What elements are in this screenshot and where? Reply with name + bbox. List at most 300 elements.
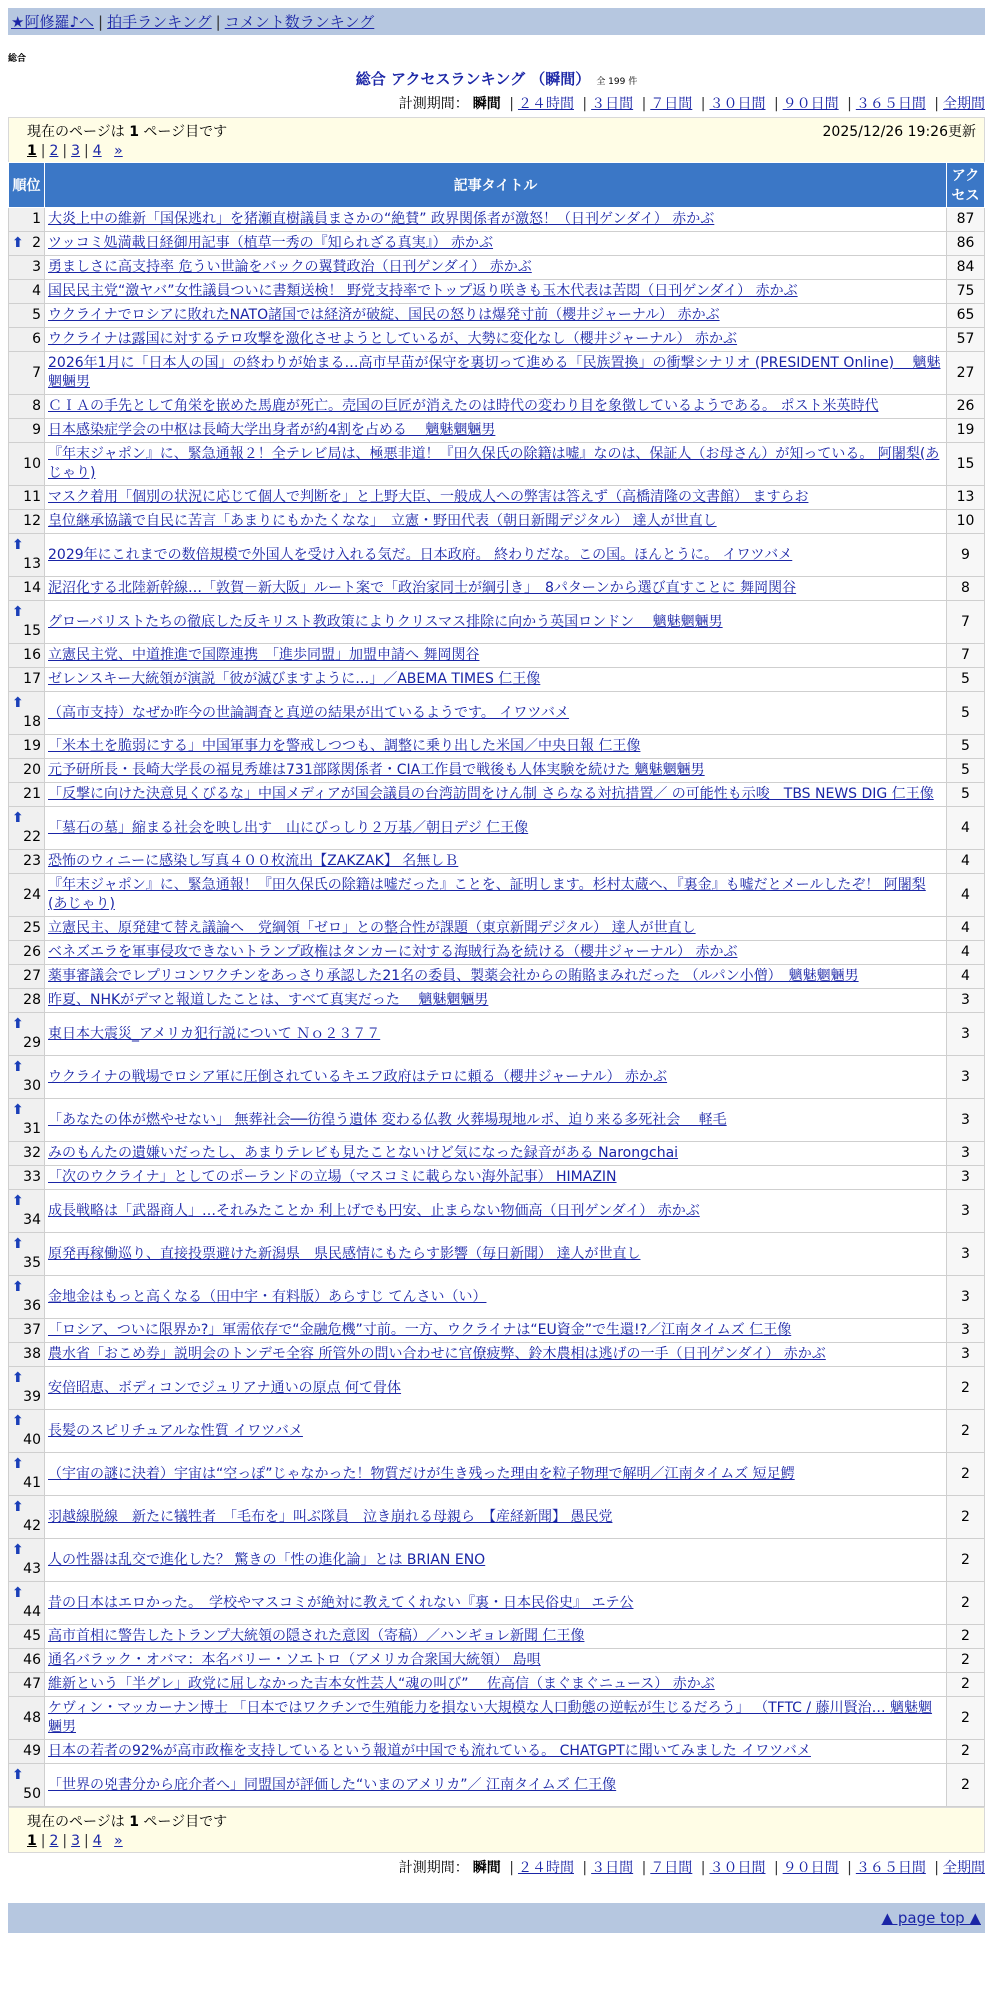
table-row: [9, 208, 985, 232]
table-row: [9, 989, 985, 1013]
period-link-30d[interactable]: ３０日間: [709, 96, 766, 112]
rank-cell: [9, 807, 45, 850]
period-link-24h[interactable]: ２４時間: [517, 96, 574, 112]
rank-number: 20: [23, 762, 41, 778]
table-row: [9, 807, 985, 850]
rank-cell: [9, 1319, 45, 1343]
table-row: [9, 1276, 985, 1319]
article-link[interactable]: 日本の若者の92%が高市政権を支持しているという報道が中国でも流れている。 CHATGPTに聞いてみました イワツバメ: [48, 1743, 811, 1759]
access-count: 26: [947, 395, 985, 419]
page-link-2[interactable]: 2: [49, 1833, 59, 1849]
table-row: [9, 280, 985, 304]
table-row: [9, 668, 985, 692]
access-count: 3: [947, 1343, 985, 1367]
title-cell: [45, 783, 947, 807]
access-count: 2: [947, 1697, 985, 1740]
rank-number: 33: [23, 1169, 41, 1185]
header-access: アクセス: [947, 163, 985, 208]
article-link[interactable]: 皇位継承協議で自民に苦言「あまりにもかたくなな」 立憲・野田代表（朝日新聞デジタル） 達人が世直し: [48, 513, 717, 529]
table-row: [9, 965, 985, 989]
rank-number: 46: [23, 1652, 41, 1668]
rank-number: 25: [23, 920, 41, 936]
access-count: 5: [947, 783, 985, 807]
table-row: [9, 1166, 985, 1190]
table-row: [9, 941, 985, 965]
article-link[interactable]: ウクライナは露国に対するテロ攻撃を激化させようとしているが、大勢に変化なし（櫻井ジャーナル） 赤かぶ: [48, 331, 738, 347]
title-cell: [45, 1166, 947, 1190]
article-link[interactable]: 成長戦略は「武器商人」…それみたことか 利上げでも円安、止まらない物価高（日刊ゲンダイ） 赤かぶ: [48, 1202, 700, 1219]
title-cell: [45, 1142, 947, 1166]
access-count: 13: [947, 486, 985, 510]
title-cell: [45, 1190, 947, 1233]
access-count: 2: [947, 1649, 985, 1673]
title-cell: [45, 1367, 947, 1410]
article-link[interactable]: 薬事審議会でレプリコンワクチンをあっさり承認した21名の委員、製薬会社からの賄賂まみれだった （ルパン小僧） 魑魅魍魎男: [48, 968, 859, 984]
access-count: 2: [947, 1539, 985, 1582]
rank-number: 10: [23, 455, 41, 472]
period-link-365d[interactable]: ３６５日間: [855, 1860, 926, 1876]
table-row: [9, 1142, 985, 1166]
rank-cell: [9, 1410, 45, 1453]
period-link-3d[interactable]: ３日間: [591, 96, 634, 112]
access-count: 3: [947, 1190, 985, 1233]
title-cell: [45, 1697, 947, 1740]
rank-number: 22: [23, 829, 41, 845]
access-count: 27: [947, 352, 985, 395]
table-row: [9, 601, 985, 644]
page-top-link[interactable]: ▲ page top ▲: [881, 1909, 981, 1927]
page-link-2[interactable]: 2: [49, 143, 59, 159]
rank-number: 48: [23, 1709, 41, 1726]
rank-number: 1: [32, 211, 41, 227]
access-count: 3: [947, 1056, 985, 1099]
rank-number: 14: [23, 580, 41, 596]
title-cell: [45, 1539, 947, 1582]
rank-up-arrow-icon: ⬆: [12, 1370, 24, 1386]
rank-cell: [9, 989, 45, 1013]
rank-cell: [9, 1056, 45, 1099]
rank-cell: [9, 256, 45, 280]
rank-number: 18: [23, 714, 41, 730]
table-row: [9, 1190, 985, 1233]
rank-cell: [9, 1142, 45, 1166]
table-row: [9, 1649, 985, 1673]
period-link-30d[interactable]: ３０日間: [709, 1860, 766, 1876]
rank-number: 19: [23, 738, 41, 754]
title-cell: [45, 1582, 947, 1625]
rank-cell: [9, 1625, 45, 1649]
access-count: 5: [947, 759, 985, 783]
access-count: 3: [947, 1276, 985, 1319]
page-next[interactable]: »: [114, 1833, 123, 1849]
period-label: 計測期間：: [398, 96, 469, 112]
period-link-7d[interactable]: ７日間: [650, 1860, 693, 1876]
title-cell: [45, 1410, 947, 1453]
rank-cell: [9, 759, 45, 783]
rank-cell: [9, 1453, 45, 1496]
rank-number: 12: [23, 513, 41, 529]
page-current: 1: [27, 143, 37, 159]
access-count: 2: [947, 1673, 985, 1697]
page-link-4[interactable]: 4: [92, 143, 102, 159]
period-link-all[interactable]: 全期間: [943, 1860, 985, 1876]
article-link[interactable]: 維新という「半グレ」政党に屈しなかった吉本女性芸人“魂の叫び” 佐高信（まぐまぐニュース） 赤かぶ: [48, 1676, 715, 1692]
title-cell: [45, 692, 947, 735]
rank-cell: [9, 486, 45, 510]
rank-number: 5: [32, 307, 41, 323]
access-count: 4: [947, 874, 985, 917]
rank-up-arrow-icon: ⬆: [12, 1193, 24, 1209]
rank-number: 38: [23, 1346, 41, 1362]
article-link[interactable]: 「ロシア、ついに限界か?」軍需依存で“金融危機”寸前。一方、ウクライナは“EU資金”で生還!?／江南タイムズ 仁王像: [48, 1322, 792, 1338]
updated-time: 2025/12/26 19:26更新: [822, 124, 976, 140]
article-link[interactable]: ＣＩＡの手先として角栄を嵌めた馬鹿が死亡。売国の巨匠が消えたのは時代の変わり目を象徴しているようである。 ポスト米英時代: [48, 398, 879, 414]
page-current: 1: [27, 1833, 37, 1849]
access-count: 10: [947, 510, 985, 534]
rank-number: 30: [23, 1078, 41, 1094]
table-row: [9, 1343, 985, 1367]
rank-number: 31: [23, 1121, 41, 1137]
page-link-3[interactable]: 3: [71, 143, 81, 159]
period-link-365d[interactable]: ３６５日間: [855, 96, 926, 112]
access-count: 65: [947, 304, 985, 328]
access-count: 7: [947, 644, 985, 668]
article-link[interactable]: 安倍昭恵、ボディコンでジュリアナ通いの原点 何て骨体: [48, 1379, 402, 1396]
rank-up-arrow-icon: ⬆: [12, 1279, 24, 1295]
link-applause-ranking[interactable]: 拍手ランキング: [107, 13, 212, 31]
article-link[interactable]: （宇宙の謎に決着）宇宙は“空っぽ”じゃなかった！物質だけが生き残った理由を粒子物理で解明／江南タイムズ 短足鰐: [48, 1465, 795, 1482]
rank-cell: [9, 692, 45, 735]
ranking-rows: [9, 208, 985, 1807]
table-row: [9, 759, 985, 783]
access-count: 3: [947, 1233, 985, 1276]
article-link[interactable]: 高市首相に警告したトランプ大統領の隠された意図（寄稿）／ハンギョレ新聞 仁王像: [48, 1628, 585, 1644]
rank-cell: [9, 208, 45, 232]
current-page-text: 現在のページは 1 ページ目です: [27, 124, 228, 140]
access-count: 84: [947, 256, 985, 280]
title-cell: [45, 1099, 947, 1142]
table-row: [9, 917, 985, 941]
rank-number: 35: [23, 1255, 41, 1271]
access-count: 3: [947, 1166, 985, 1190]
rank-number: 32: [23, 1145, 41, 1161]
rank-cell: [9, 1764, 45, 1807]
article-link[interactable]: 農水省「おこめ券」説明会のトンデモ全容 所管外の問い合わせに官僚疲弊、鈴木農相は逃げの一手（日刊ゲンダイ） 赤かぶ: [48, 1346, 826, 1362]
header-rank: 順位: [9, 163, 45, 208]
article-link[interactable]: 立憲民主党、中道推進で国際連携 「進歩同盟」加盟申請へ 舞岡関谷: [48, 647, 480, 663]
rank-number: 13: [23, 556, 41, 572]
period-nav-bottom: 計測期間： 瞬間 | ２４時間 | ３日間 | ７日間 | ３０日間 | ９０日間 | ３６５日間 | 全期間: [398, 1860, 985, 1876]
title-cell: [45, 759, 947, 783]
period-link-all[interactable]: 全期間: [943, 96, 985, 112]
article-link[interactable]: 人の性器は乱交で進化した？ 驚きの「性の進化論」とは BRIAN ENO: [48, 1551, 486, 1568]
period-link-24h[interactable]: ２４時間: [517, 1860, 574, 1876]
title-cell: [45, 486, 947, 510]
access-count: 4: [947, 941, 985, 965]
table-row: [9, 304, 985, 328]
rank-number: 27: [23, 968, 41, 984]
rank-number: 7: [32, 364, 41, 381]
article-link[interactable]: 「あなたの体が燃やせない」 無葬社会──彷徨う遺体 変わる仏教 火葬場現地ルポ、迫り来る多死社会 軽毛: [48, 1111, 727, 1128]
access-count: 3: [947, 1099, 985, 1142]
article-link[interactable]: 羽越線脱線 新たに犠牲者 「毛布を」叫ぶ隊員 泣き崩れる母親ら 【産経新聞】 愚民党: [48, 1508, 613, 1525]
separator: |: [215, 13, 221, 31]
title-cell: [45, 443, 947, 486]
access-count: 2: [947, 1764, 985, 1807]
page-title-line: [8, 68, 985, 89]
access-count: 5: [947, 692, 985, 735]
access-count: 4: [947, 850, 985, 874]
period-link-3d[interactable]: ３日間: [591, 1860, 634, 1876]
article-link[interactable]: 「米本土を脆弱にする」中国軍事力を警戒しつつも、調整に乗り出した米国／中央日報 仁王像: [48, 738, 641, 754]
title-cell: [45, 1673, 947, 1697]
table-row: [9, 328, 985, 352]
access-count: 2: [947, 1453, 985, 1496]
page-link-3[interactable]: 3: [71, 1833, 81, 1849]
article-link[interactable]: ベネズエラを軍事侵攻できないトランプ政権はタンカーに対する海賊行為を続ける（櫻井ジャーナル） 赤かぶ: [48, 944, 738, 960]
access-count: 3: [947, 1142, 985, 1166]
rank-number: 43: [23, 1561, 41, 1577]
table-row: [9, 1319, 985, 1343]
article-link[interactable]: マスク着用「個別の状況に応じて個人で判断を」と上野大臣、一般成人への弊害は答えず（高橋清隆の文書館） ますらお: [48, 489, 809, 505]
rank-cell: [9, 668, 45, 692]
access-count: 86: [947, 232, 985, 256]
table-row: [9, 1539, 985, 1582]
rank-number: 3: [32, 259, 41, 275]
page-info-top: [8, 117, 985, 162]
rank-cell: [9, 304, 45, 328]
title-cell: [45, 1013, 947, 1056]
access-count: 75: [947, 280, 985, 304]
section-label: 総合: [8, 54, 27, 64]
access-count: 2: [947, 1367, 985, 1410]
table-row: [9, 443, 985, 486]
article-link[interactable]: 泥沼化する北陸新幹線…「敦賀－新大阪」ルート案で「政治家同士が綱引き」 8パターンから選び直すことに 舞岡関谷: [48, 580, 797, 596]
page-title: 総合 アクセスランキング （瞬間）: [355, 70, 591, 88]
title-cell: [45, 941, 947, 965]
title-cell: [45, 965, 947, 989]
article-link[interactable]: 立憲民主、原発建て替え議論へ 党綱領「ゼロ」との整合性が課題（東京新聞デジタル） 達人が世直し: [48, 920, 696, 936]
table-row: [9, 783, 985, 807]
article-link[interactable]: ケヴィン・マッカーナン博士 「日本ではワクチンで生殖能力を損ない大規模な人口動態の逆転が生じるだろう」 （TFTC / 藤川賢治… 魑魅魍魎男: [48, 1700, 933, 1735]
article-link[interactable]: ゼレンスキー大統領が演説「彼が滅びますように…」／ABEMA TIMES 仁王像: [48, 671, 541, 687]
article-link[interactable]: 金地金はもっと高くなる（田中宇・有料版）あらすじ てんさい（い）: [48, 1288, 487, 1305]
title-cell: [45, 510, 947, 534]
access-count: 9: [947, 534, 985, 577]
period-current: 瞬間: [472, 1860, 501, 1876]
article-link[interactable]: 『年末ジャポン』に、緊急通報２！全テレビ局は、極悪非道！『田久保氏の除籍は嘘』なのは、保証人（お母さん）が知っている。 阿闍梨(あじゃり): [48, 446, 940, 481]
table-row: [9, 1740, 985, 1764]
rank-number: 23: [23, 853, 41, 869]
access-count: 2: [947, 1740, 985, 1764]
article-link[interactable]: 「次のウクライナ」としてのポーランドの立場（マスコミに載らない海外記事） HIMAZIN: [48, 1169, 617, 1185]
rank-up-arrow-icon: ⬆: [12, 235, 24, 251]
rank-number: 41: [23, 1475, 41, 1491]
title-cell: [45, 1343, 947, 1367]
total-count: 全 199 件: [596, 77, 638, 87]
rank-up-arrow-icon: ⬆: [12, 1102, 24, 1118]
access-count: 3: [947, 1013, 985, 1056]
footer-bar: [8, 1903, 985, 1933]
article-link[interactable]: 原発再稼働巡り、直接投票避けた新潟県 県民感情にもたらす影響（毎日新聞） 達人が世直し: [48, 1245, 641, 1262]
article-link[interactable]: グローバリストたちの徹底した反キリスト教政策によりクリスマス排除に向かう英国ロンドン 魑魅魍魎男: [48, 613, 723, 630]
title-cell: [45, 917, 947, 941]
rank-up-arrow-icon: ⬆: [12, 695, 24, 711]
article-link[interactable]: みのもんたの遺嫌いだったし、あまりテレビも見たことないけど気になった録音がある Narongchai: [48, 1145, 679, 1161]
title-cell: [45, 304, 947, 328]
access-count: 2: [947, 1625, 985, 1649]
rank-number: 50: [23, 1786, 41, 1802]
rank-cell: [9, 644, 45, 668]
current-page-text: 現在のページは 1 ページ目です: [27, 1814, 228, 1830]
rank-number: 4: [32, 283, 41, 299]
table-row: [9, 735, 985, 759]
rank-number: 28: [23, 992, 41, 1008]
title-cell: [45, 1740, 947, 1764]
title-cell: [45, 419, 947, 443]
rank-number: 11: [23, 489, 41, 505]
rank-number: 16: [23, 647, 41, 663]
table-row: [9, 1625, 985, 1649]
rank-cell: [9, 601, 45, 644]
title-cell: [45, 1649, 947, 1673]
page-next[interactable]: »: [114, 143, 123, 159]
pagination: 1 | 2 | 3 | 4 »: [27, 1833, 123, 1849]
pagination: 1 | 2 | 3 | 4 »: [27, 143, 123, 159]
article-link[interactable]: 長髪のスピリチュアルな性質 イワツバメ: [48, 1422, 303, 1439]
article-link[interactable]: 「反撃に向けた決意見くびるな」中国メディアが国会議員の台湾訪問をけん制 さらなる対抗措置／ の可能性も示唆 TBS NEWS DIG 仁王像: [48, 786, 934, 802]
article-link[interactable]: ウクライナの戦場でロシア軍に圧倒されているキエフ政府はテロに頼る（櫻井ジャーナル） 赤かぶ: [48, 1068, 668, 1085]
access-count: 7: [947, 601, 985, 644]
article-link[interactable]: 元予研所長・長崎大学長の福見秀雄は731部隊関係者・CIA工作員で戦後も人体実験を続けた 魑魅魍魎男: [48, 762, 705, 778]
period-current: 瞬間: [472, 96, 501, 112]
article-link[interactable]: 国民民主党“激ヤバ”女性議員ついに書類送検！ 野党支持率でトップ返り咲きも玉木代表は苦悶（日刊ゲンダイ） 赤かぶ: [48, 283, 798, 299]
article-link[interactable]: ウクライナでロシアに敗れたNATO諸国では経済が破綻、国民の怒りは爆発寸前（櫻井ジャーナル） 赤かぶ: [48, 307, 720, 323]
access-count: 3: [947, 989, 985, 1013]
table-row: [9, 644, 985, 668]
rank-number: 44: [23, 1604, 41, 1620]
rank-cell: [9, 1697, 45, 1740]
title-cell: [45, 328, 947, 352]
article-link[interactable]: 東日本大震災_アメリカ犯行説について Ｎｏ２３７７: [48, 1025, 381, 1042]
title-cell: [45, 874, 947, 917]
title-cell: [45, 232, 947, 256]
title-cell: [45, 1453, 947, 1496]
rank-cell: [9, 850, 45, 874]
table-row: [9, 1233, 985, 1276]
table-row: [9, 1367, 985, 1410]
table-row: [9, 1453, 985, 1496]
article-link[interactable]: 大炎上中の維新「国保逃れ」を猪瀬直樹議員まさかの“絶賛” 政界関係者が激怒！（日刊ゲンダイ） 赤かぶ: [48, 211, 715, 227]
article-link[interactable]: 「世界の兇書分から庇介者へ」同盟国が評価した“いまのアメリカ”／ 江南タイムズ 仁王像: [48, 1776, 617, 1793]
article-link[interactable]: 「墓石の墓」縮まる社会を映し出す 山にびっしり２万基／朝日デジ 仁王像: [48, 819, 529, 836]
rank-number: 34: [23, 1212, 41, 1228]
title-cell: [45, 807, 947, 850]
title-cell: [45, 601, 947, 644]
table-row: [9, 1013, 985, 1056]
ranking-table: [8, 162, 985, 1807]
rank-up-arrow-icon: ⬆: [12, 1016, 24, 1032]
rank-cell: [9, 395, 45, 419]
table-row: [9, 352, 985, 395]
period-link-7d[interactable]: ７日間: [650, 96, 693, 112]
rank-cell: [9, 917, 45, 941]
rank-number: 15: [23, 623, 41, 639]
rank-cell: [9, 1343, 45, 1367]
article-link[interactable]: ツッコミ処満載日経御用記事（植草一秀の『知られざる真実』） 赤かぶ: [48, 235, 494, 251]
title-cell: [45, 208, 947, 232]
title-cell: [45, 989, 947, 1013]
rank-up-arrow-icon: ⬆: [12, 1413, 24, 1429]
article-link[interactable]: 恐怖のウィニーに感染し写真４００枚流出【ZAKZAK】 名無しＢ: [48, 853, 459, 869]
table-row: [9, 419, 985, 443]
article-link[interactable]: 日本感染症学会の中枢は長崎大学出身者が約4割を占める 魑魅魍魎男: [48, 422, 496, 438]
title-cell: [45, 352, 947, 395]
rank-number: 8: [32, 398, 41, 414]
access-count: 4: [947, 965, 985, 989]
access-count: 87: [947, 208, 985, 232]
rank-number: 29: [23, 1035, 41, 1051]
title-cell: [45, 644, 947, 668]
article-link[interactable]: 通名バラック・オバマ：本名バリー・ソエトロ（アメリカ合衆国大統領） 島唄: [48, 1652, 541, 1668]
title-cell: [45, 850, 947, 874]
article-link[interactable]: 『年末ジャポン』に、緊急通報！『田久保氏の除籍は嘘だった』ことを、証明します。杉村太蔵へ、『裏金』も嘘だとメールしたぞ！ 阿闍梨(あじゃり): [48, 877, 926, 912]
table-row: [9, 1056, 985, 1099]
title-cell: [45, 1319, 947, 1343]
period-link-90d[interactable]: ９０日間: [782, 1860, 839, 1876]
access-count: 2: [947, 1496, 985, 1539]
period-nav-top: 計測期間： 瞬間 | ２４時間 | ３日間 | ７日間 | ３０日間 | ９０日間 | ３６５日間 | 全期間: [398, 96, 985, 112]
separator: |: [98, 13, 104, 31]
rank-number: 37: [23, 1322, 41, 1338]
article-link[interactable]: 勇ましさに高支持率 危うい世論をバックの翼賛政治（日刊ゲンダイ） 赤かぶ: [48, 259, 532, 275]
rank-cell: [9, 1740, 45, 1764]
link-comment-ranking[interactable]: コメント数ランキング: [224, 13, 375, 31]
rank-number: 26: [23, 944, 41, 960]
rank-cell: [9, 534, 45, 577]
page-link-4[interactable]: 4: [92, 1833, 102, 1849]
rank-number: 2: [32, 235, 41, 251]
period-link-90d[interactable]: ９０日間: [782, 96, 839, 112]
table-row: [9, 577, 985, 601]
rank-cell: [9, 577, 45, 601]
title-cell: [45, 395, 947, 419]
rank-number: 49: [23, 1743, 41, 1759]
table-row: [9, 1673, 985, 1697]
rank-up-arrow-icon: ⬆: [12, 1499, 24, 1515]
rank-number: 36: [23, 1298, 41, 1314]
table-row: [9, 510, 985, 534]
title-cell: [45, 1625, 947, 1649]
link-asyura-home[interactable]: ★阿修羅♪へ: [11, 13, 95, 31]
rank-cell: [9, 874, 45, 917]
rank-number: 45: [23, 1628, 41, 1644]
title-cell: [45, 1056, 947, 1099]
rank-number: 9: [32, 422, 41, 438]
rank-cell: [9, 352, 45, 395]
rank-number: 17: [23, 671, 41, 687]
rank-cell: [9, 280, 45, 304]
title-cell: [45, 1233, 947, 1276]
article-link[interactable]: 2029年にこれまでの数倍規模で外国人を受け入れる気だ。日本政府。 終わりだな。この国。ほんとうに。 イワツバメ: [48, 546, 793, 563]
article-link[interactable]: 昨夏、NHKがデマと報道したことは、すべて真実だった 魑魅魍魎男: [48, 992, 489, 1008]
article-link[interactable]: 昔の日本はエロかった。 学校やマスコミが絶対に教えてくれない『裏・日本民俗史』 エテ公: [48, 1594, 634, 1611]
table-row: [9, 692, 985, 735]
title-cell: [45, 1764, 947, 1807]
rank-cell: [9, 1496, 45, 1539]
article-link[interactable]: （高市支持）なぜか昨今の世論調査と真逆の結果が出ているようです。 イワツバメ: [48, 704, 570, 721]
article-link[interactable]: 2026年1月に「日本人の国」の終わりが始まる…高市早苗が保守を裏切って進める「民族置換」の衝撃シナリオ (PRESIDENT Online) 魑魅魍魎男: [48, 355, 941, 390]
